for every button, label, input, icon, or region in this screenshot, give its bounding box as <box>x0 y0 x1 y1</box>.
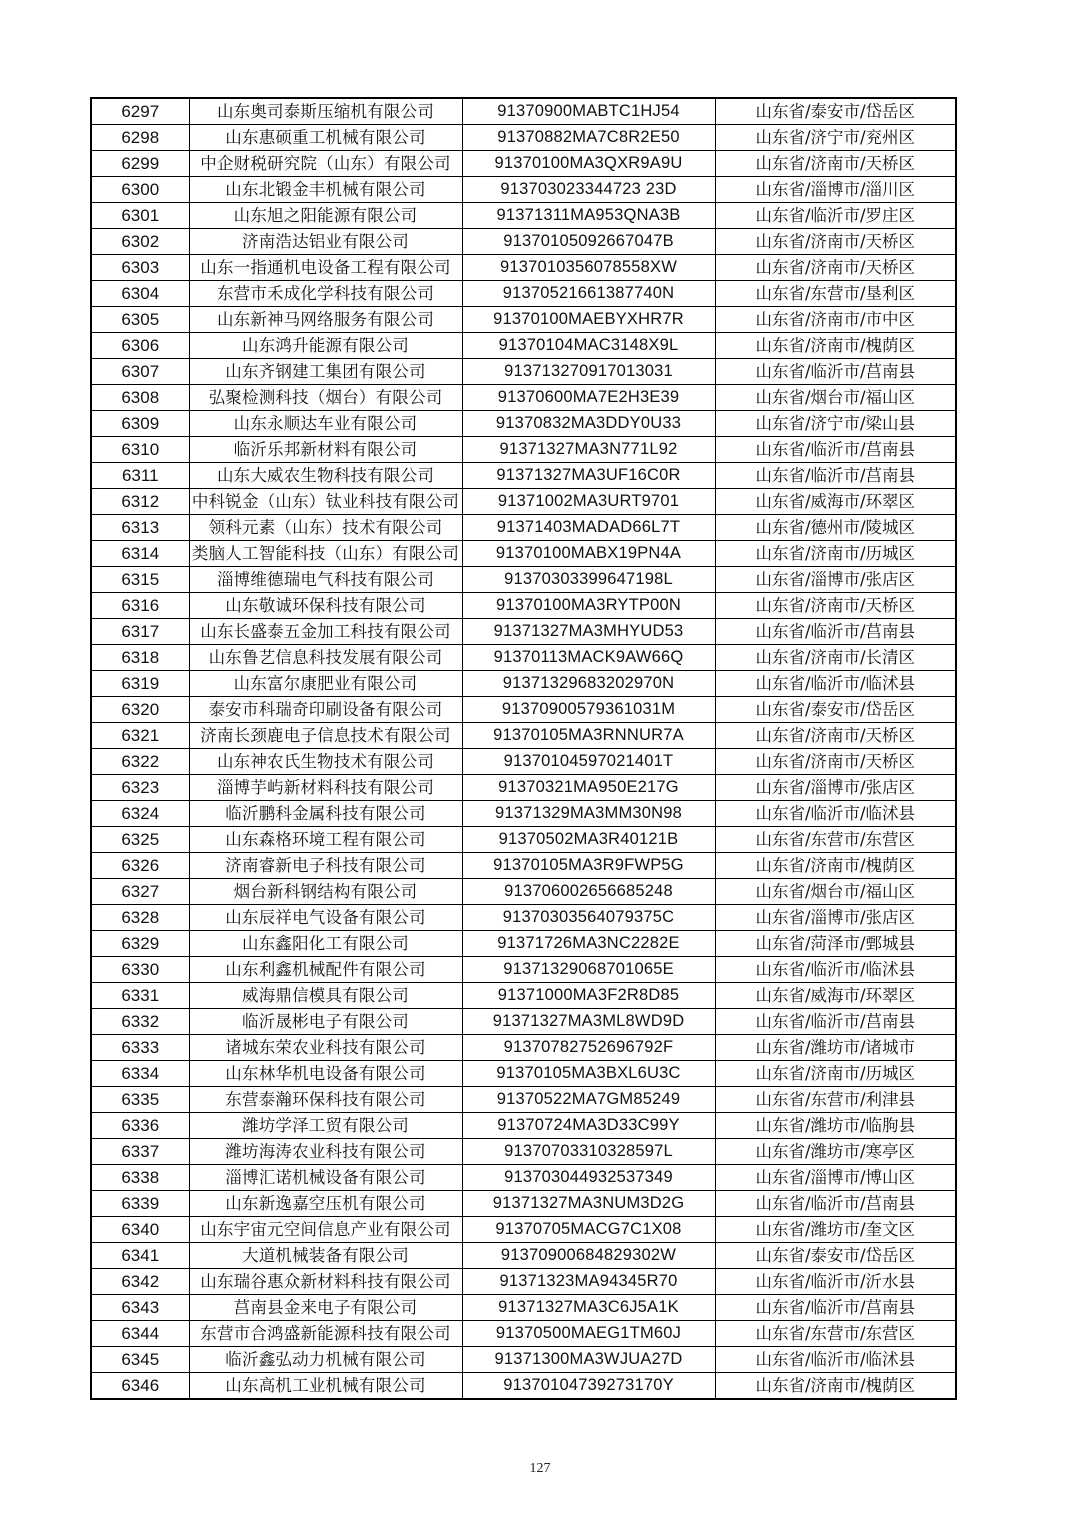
company-name-cell: 东营市禾成化学科技有限公司 <box>189 281 462 307</box>
row-number-cell: 6331 <box>91 983 189 1009</box>
credit-code-cell: 91371323MA94345R70 <box>462 1269 715 1295</box>
region-cell: 山东省/烟台市/福山区 <box>715 879 956 905</box>
row-number-cell: 6333 <box>91 1035 189 1061</box>
region-cell: 山东省/东营市/东营区 <box>715 1321 956 1347</box>
row-number-cell: 6338 <box>91 1165 189 1191</box>
company-name-cell: 类脑人工智能科技（山东）有限公司 <box>189 541 462 567</box>
company-name-cell: 山东宇宙元空间信息产业有限公司 <box>189 1217 462 1243</box>
row-number-cell: 6327 <box>91 879 189 905</box>
credit-code-cell: 91371002MA3URT9701 <box>462 489 715 515</box>
row-number-cell: 6325 <box>91 827 189 853</box>
company-name-cell: 东营市合鸿盛新能源科技有限公司 <box>189 1321 462 1347</box>
row-number-cell: 6328 <box>91 905 189 931</box>
company-name-cell: 淄博芋屿新材料科技有限公司 <box>189 775 462 801</box>
region-cell: 山东省/济宁市/梁山县 <box>715 411 956 437</box>
company-name-cell: 领科元素（山东）技术有限公司 <box>189 515 462 541</box>
credit-code-cell: 91370500MAEG1TM60J <box>462 1321 715 1347</box>
table-row <box>91 1321 956 1347</box>
row-number-cell: 6314 <box>91 541 189 567</box>
company-name-cell: 泰安市科瑞奇印刷设备有限公司 <box>189 697 462 723</box>
credit-code-cell: 91370104739273170Y <box>462 1373 715 1400</box>
region-cell: 山东省/临沂市/临沭县 <box>715 957 956 983</box>
region-cell: 山东省/济南市/天桥区 <box>715 151 956 177</box>
region-cell: 山东省/潍坊市/临朐县 <box>715 1113 956 1139</box>
region-cell: 山东省/临沂市/临沭县 <box>715 671 956 697</box>
region-cell: 山东省/济南市/天桥区 <box>715 229 956 255</box>
region-cell: 山东省/泰安市/岱岳区 <box>715 1243 956 1269</box>
table-row <box>91 749 956 775</box>
table-row <box>91 1113 956 1139</box>
row-number-cell: 6304 <box>91 281 189 307</box>
row-number-cell: 6345 <box>91 1347 189 1373</box>
credit-code-cell: 91370900579361031M <box>462 697 715 723</box>
table-row <box>91 1347 956 1373</box>
page-number: 127 <box>529 1461 551 1476</box>
credit-code-cell: 91370105MA3RNNUR7A <box>462 723 715 749</box>
table-row <box>91 801 956 827</box>
credit-code-cell: 91371327MA3NUM3D2G <box>462 1191 715 1217</box>
table-row <box>91 359 956 385</box>
company-name-cell: 山东北锻金丰机械有限公司 <box>189 177 462 203</box>
row-number-cell: 6319 <box>91 671 189 697</box>
table-row <box>91 515 956 541</box>
company-name-cell: 济南长颈鹿电子信息技术有限公司 <box>189 723 462 749</box>
row-number-cell: 6335 <box>91 1087 189 1113</box>
region-cell: 山东省/济南市/天桥区 <box>715 593 956 619</box>
table-row <box>91 1373 956 1400</box>
row-number-cell: 6315 <box>91 567 189 593</box>
company-name-cell: 威海鼎信模具有限公司 <box>189 983 462 1009</box>
region-cell: 山东省/济南市/天桥区 <box>715 723 956 749</box>
credit-code-cell: 91370100MA3RYTP00N <box>462 593 715 619</box>
table-row <box>91 125 956 151</box>
company-name-cell: 山东鑫阳化工有限公司 <box>189 931 462 957</box>
table-row <box>91 489 956 515</box>
table-row <box>91 1009 956 1035</box>
region-cell: 山东省/烟台市/福山区 <box>715 385 956 411</box>
row-number-cell: 6336 <box>91 1113 189 1139</box>
credit-code-cell: 9137010356078558XW <box>462 255 715 281</box>
region-cell: 山东省/东营市/东营区 <box>715 827 956 853</box>
table-row <box>91 385 956 411</box>
table-row <box>91 671 956 697</box>
table-row <box>91 879 956 905</box>
credit-code-cell: 91370303564079375C <box>462 905 715 931</box>
region-cell: 山东省/临沂市/莒南县 <box>715 1009 956 1035</box>
table-row <box>91 1139 956 1165</box>
company-name-cell: 济南浩达铝业有限公司 <box>189 229 462 255</box>
row-number-cell: 6329 <box>91 931 189 957</box>
region-cell: 山东省/泰安市/岱岳区 <box>715 697 956 723</box>
company-name-cell: 山东一指通机电设备工程有限公司 <box>189 255 462 281</box>
company-name-cell: 山东长盛泰五金加工科技有限公司 <box>189 619 462 645</box>
table-row <box>91 1165 956 1191</box>
company-name-cell: 烟台新科钢结构有限公司 <box>189 879 462 905</box>
row-number-cell: 6301 <box>91 203 189 229</box>
region-cell: 山东省/济南市/槐荫区 <box>715 853 956 879</box>
row-number-cell: 6342 <box>91 1269 189 1295</box>
region-cell: 山东省/临沂市/莒南县 <box>715 437 956 463</box>
row-number-cell: 6318 <box>91 645 189 671</box>
row-number-cell: 6326 <box>91 853 189 879</box>
region-cell: 山东省/东营市/利津县 <box>715 1087 956 1113</box>
row-number-cell: 6346 <box>91 1373 189 1400</box>
table-row <box>91 411 956 437</box>
credit-code-cell: 91370882MA7C8R2E50 <box>462 125 715 151</box>
company-name-cell: 弘聚检测科技（烟台）有限公司 <box>189 385 462 411</box>
row-number-cell: 6337 <box>91 1139 189 1165</box>
company-name-cell: 山东敬诚环保科技有限公司 <box>189 593 462 619</box>
table-row <box>91 775 956 801</box>
region-cell: 山东省/临沂市/莒南县 <box>715 359 956 385</box>
credit-code-cell: 91370104MAC3148X9L <box>462 333 715 359</box>
company-name-cell: 山东森格环境工程有限公司 <box>189 827 462 853</box>
row-number-cell: 6339 <box>91 1191 189 1217</box>
table-row <box>91 619 956 645</box>
enterprise-table <box>90 97 957 1400</box>
row-number-cell: 6316 <box>91 593 189 619</box>
region-cell: 山东省/临沂市/临沭县 <box>715 801 956 827</box>
row-number-cell: 6311 <box>91 463 189 489</box>
region-cell: 山东省/济南市/槐荫区 <box>715 1373 956 1400</box>
table-row <box>91 905 956 931</box>
credit-code-cell: 913706002656685248 <box>462 879 715 905</box>
credit-code-cell: 91370105092667047B <box>462 229 715 255</box>
region-cell: 山东省/临沂市/沂水县 <box>715 1269 956 1295</box>
company-name-cell: 山东齐钢建工集团有限公司 <box>189 359 462 385</box>
company-name-cell: 山东新神马网络服务有限公司 <box>189 307 462 333</box>
table-row <box>91 1087 956 1113</box>
table-row <box>91 957 956 983</box>
credit-code-cell: 913703044932537349 <box>462 1165 715 1191</box>
row-number-cell: 6310 <box>91 437 189 463</box>
row-number-cell: 6323 <box>91 775 189 801</box>
credit-code-cell: 91371403MADAD66L7T <box>462 515 715 541</box>
row-number-cell: 6344 <box>91 1321 189 1347</box>
company-name-cell: 潍坊学泽工贸有限公司 <box>189 1113 462 1139</box>
company-name-cell: 临沂乐邦新材料有限公司 <box>189 437 462 463</box>
credit-code-cell: 91370100MABX19PN4A <box>462 541 715 567</box>
region-cell: 山东省/威海市/环翠区 <box>715 983 956 1009</box>
table-row <box>91 1035 956 1061</box>
table-row <box>91 229 956 255</box>
company-name-cell: 济南睿新电子科技有限公司 <box>189 853 462 879</box>
region-cell: 山东省/淄博市/张店区 <box>715 567 956 593</box>
row-number-cell: 6306 <box>91 333 189 359</box>
region-cell: 山东省/潍坊市/诸城市 <box>715 1035 956 1061</box>
row-number-cell: 6307 <box>91 359 189 385</box>
row-number-cell: 6340 <box>91 1217 189 1243</box>
row-number-cell: 6298 <box>91 125 189 151</box>
row-number-cell: 6343 <box>91 1295 189 1321</box>
credit-code-cell: 91370832MA3DDY0U33 <box>462 411 715 437</box>
credit-code-cell: 913703023344723 23D <box>462 177 715 203</box>
table-row <box>91 151 956 177</box>
table-row <box>91 541 956 567</box>
company-name-cell: 中企财税研究院（山东）有限公司 <box>189 151 462 177</box>
company-name-cell: 大道机械装备有限公司 <box>189 1243 462 1269</box>
credit-code-cell: 91370502MA3R40121B <box>462 827 715 853</box>
region-cell: 山东省/临沂市/莒南县 <box>715 463 956 489</box>
row-number-cell: 6303 <box>91 255 189 281</box>
row-number-cell: 6341 <box>91 1243 189 1269</box>
company-name-cell: 山东利鑫机械配件有限公司 <box>189 957 462 983</box>
table-row <box>91 593 956 619</box>
row-number-cell: 6302 <box>91 229 189 255</box>
table-row <box>91 853 956 879</box>
company-name-cell: 山东奥司泰斯压缩机有限公司 <box>189 98 462 125</box>
row-number-cell: 6308 <box>91 385 189 411</box>
credit-code-cell: 91371329068701065E <box>462 957 715 983</box>
row-number-cell: 6317 <box>91 619 189 645</box>
company-name-cell: 山东鲁艺信息科技发展有限公司 <box>189 645 462 671</box>
company-name-cell: 淄博维德瑞电气科技有限公司 <box>189 567 462 593</box>
credit-code-cell: 91370113MACK9AW66Q <box>462 645 715 671</box>
company-name-cell: 山东大威农生物科技有限公司 <box>189 463 462 489</box>
region-cell: 山东省/济南市/槐荫区 <box>715 333 956 359</box>
credit-code-cell: 91371327MA3C6J5A1K <box>462 1295 715 1321</box>
company-name-cell: 中科锐金（山东）钛业科技有限公司 <box>189 489 462 515</box>
credit-code-cell: 91370105MA3R9FWP5G <box>462 853 715 879</box>
region-cell: 山东省/临沂市/莒南县 <box>715 1295 956 1321</box>
company-name-cell: 山东高机工业机械有限公司 <box>189 1373 462 1400</box>
table-row <box>91 307 956 333</box>
company-name-cell: 临沂鹏科金属科技有限公司 <box>189 801 462 827</box>
credit-code-cell: 91370522MA7GM85249 <box>462 1087 715 1113</box>
credit-code-cell: 91371726MA3NC2282E <box>462 931 715 957</box>
table-row <box>91 281 956 307</box>
row-number-cell: 6321 <box>91 723 189 749</box>
region-cell: 山东省/临沂市/临沭县 <box>715 1347 956 1373</box>
table-row <box>91 1243 956 1269</box>
credit-code-cell: 91371327MA3N771L92 <box>462 437 715 463</box>
region-cell: 山东省/济南市/天桥区 <box>715 749 956 775</box>
row-number-cell: 6309 <box>91 411 189 437</box>
credit-code-cell: 91371311MA953QNA3B <box>462 203 715 229</box>
region-cell: 山东省/淄博市/淄川区 <box>715 177 956 203</box>
region-cell: 山东省/泰安市/岱岳区 <box>715 98 956 125</box>
credit-code-cell: 91370104597021401T <box>462 749 715 775</box>
table-row <box>91 697 956 723</box>
company-name-cell: 莒南县金来电子有限公司 <box>189 1295 462 1321</box>
registry-sheet <box>90 97 955 1400</box>
credit-code-cell: 91370321MA950E217G <box>462 775 715 801</box>
region-cell: 山东省/济南市/历城区 <box>715 541 956 567</box>
company-name-cell: 山东鸿升能源有限公司 <box>189 333 462 359</box>
company-name-cell: 山东林华机电设备有限公司 <box>189 1061 462 1087</box>
company-name-cell: 山东永顺达车业有限公司 <box>189 411 462 437</box>
credit-code-cell: 91371327MA3UF16C0R <box>462 463 715 489</box>
credit-code-cell: 91371300MA3WJUA27D <box>462 1347 715 1373</box>
table-row <box>91 98 956 125</box>
row-number-cell: 6322 <box>91 749 189 775</box>
company-name-cell: 山东旭之阳能源有限公司 <box>189 203 462 229</box>
region-cell: 山东省/济南市/长清区 <box>715 645 956 671</box>
row-number-cell: 6299 <box>91 151 189 177</box>
credit-code-cell: 91370100MA3QXR9A9U <box>462 151 715 177</box>
table-row <box>91 1217 956 1243</box>
credit-code-cell: 91370600MA7E2H3E39 <box>462 385 715 411</box>
company-name-cell: 临沂鑫弘动力机械有限公司 <box>189 1347 462 1373</box>
row-number-cell: 6297 <box>91 98 189 125</box>
table-row <box>91 333 956 359</box>
company-name-cell: 山东神农氏生物技术有限公司 <box>189 749 462 775</box>
table-row <box>91 463 956 489</box>
table-row <box>91 177 956 203</box>
region-cell: 山东省/济宁市/兖州区 <box>715 125 956 151</box>
region-cell: 山东省/淄博市/博山区 <box>715 1165 956 1191</box>
company-name-cell: 山东新逸嘉空压机有限公司 <box>189 1191 462 1217</box>
credit-code-cell: 91370724MA3D33C99Y <box>462 1113 715 1139</box>
table-row <box>91 255 956 281</box>
company-name-cell: 诸城东荣农业科技有限公司 <box>189 1035 462 1061</box>
credit-code-cell: 91371329683202970N <box>462 671 715 697</box>
table-row <box>91 723 956 749</box>
credit-code-cell: 91370521661387740N <box>462 281 715 307</box>
region-cell: 山东省/济南市/市中区 <box>715 307 956 333</box>
table-row <box>91 567 956 593</box>
company-name-cell: 山东惠硕重工机械有限公司 <box>189 125 462 151</box>
table-row <box>91 645 956 671</box>
region-cell: 山东省/潍坊市/寒亭区 <box>715 1139 956 1165</box>
region-cell: 山东省/济南市/历城区 <box>715 1061 956 1087</box>
table-row <box>91 1269 956 1295</box>
company-name-cell: 东营泰瀚环保科技有限公司 <box>189 1087 462 1113</box>
row-number-cell: 6305 <box>91 307 189 333</box>
credit-code-cell: 91370900MABTC1HJ54 <box>462 98 715 125</box>
table-row <box>91 1061 956 1087</box>
row-number-cell: 6300 <box>91 177 189 203</box>
credit-code-cell: 91371000MA3F2R8D85 <box>462 983 715 1009</box>
credit-code-cell: 91370900684829302W <box>462 1243 715 1269</box>
table-body <box>91 98 956 1399</box>
credit-code-cell: 913713270917013031 <box>462 359 715 385</box>
row-number-cell: 6324 <box>91 801 189 827</box>
region-cell: 山东省/临沂市/莒南县 <box>715 619 956 645</box>
credit-code-cell: 91370100MAEBYXHR7R <box>462 307 715 333</box>
table-row <box>91 827 956 853</box>
row-number-cell: 6332 <box>91 1009 189 1035</box>
credit-code-cell: 91370303399647198L <box>462 567 715 593</box>
company-name-cell: 山东富尔康肥业有限公司 <box>189 671 462 697</box>
company-name-cell: 潍坊海涛农业科技有限公司 <box>189 1139 462 1165</box>
row-number-cell: 6330 <box>91 957 189 983</box>
row-number-cell: 6312 <box>91 489 189 515</box>
region-cell: 山东省/临沂市/罗庄区 <box>715 203 956 229</box>
table-row <box>91 437 956 463</box>
region-cell: 山东省/菏泽市/鄄城县 <box>715 931 956 957</box>
region-cell: 山东省/淄博市/张店区 <box>715 775 956 801</box>
table-row <box>91 931 956 957</box>
table-row <box>91 1191 956 1217</box>
region-cell: 山东省/东营市/垦利区 <box>715 281 956 307</box>
row-number-cell: 6334 <box>91 1061 189 1087</box>
table-row <box>91 1295 956 1321</box>
credit-code-cell: 91371329MA3MM30N98 <box>462 801 715 827</box>
region-cell: 山东省/威海市/环翠区 <box>715 489 956 515</box>
row-number-cell: 6313 <box>91 515 189 541</box>
company-name-cell: 淄博汇诺机械设备有限公司 <box>189 1165 462 1191</box>
region-cell: 山东省/淄博市/张店区 <box>715 905 956 931</box>
region-cell: 山东省/临沂市/莒南县 <box>715 1191 956 1217</box>
region-cell: 山东省/济南市/天桥区 <box>715 255 956 281</box>
credit-code-cell: 91370703310328597L <box>462 1139 715 1165</box>
company-name-cell: 山东辰祥电气设备有限公司 <box>189 905 462 931</box>
credit-code-cell: 91370782752696792F <box>462 1035 715 1061</box>
company-name-cell: 临沂晟彬电子有限公司 <box>189 1009 462 1035</box>
region-cell: 山东省/潍坊市/奎文区 <box>715 1217 956 1243</box>
credit-code-cell: 91371327MA3ML8WD9D <box>462 1009 715 1035</box>
table-row <box>91 983 956 1009</box>
company-name-cell: 山东瑞谷惠众新材料科技有限公司 <box>189 1269 462 1295</box>
region-cell: 山东省/德州市/陵城区 <box>715 515 956 541</box>
credit-code-cell: 91370105MA3BXL6U3C <box>462 1061 715 1087</box>
credit-code-cell: 91370705MACG7C1X08 <box>462 1217 715 1243</box>
row-number-cell: 6320 <box>91 697 189 723</box>
credit-code-cell: 91371327MA3MHYUD53 <box>462 619 715 645</box>
table-row <box>91 203 956 229</box>
